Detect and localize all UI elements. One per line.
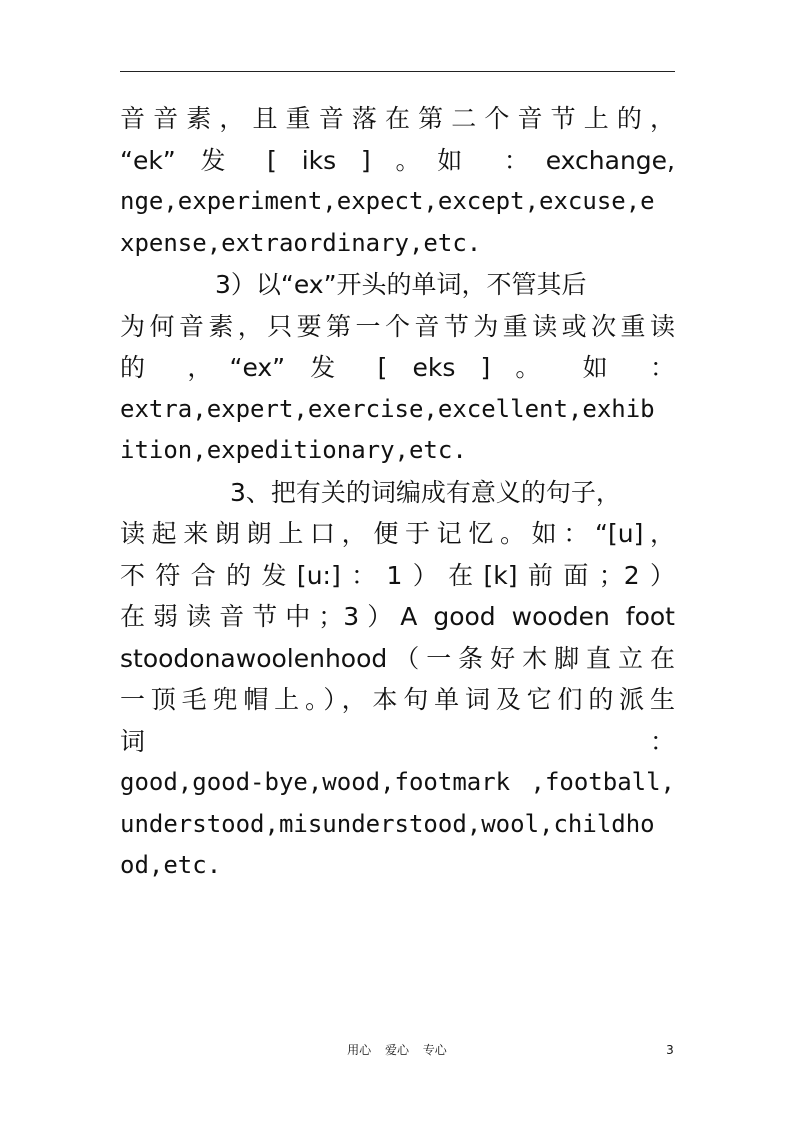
text-line: 的 ，“ex” 发 [ eks ] 。 如 ： xyxy=(120,353,675,382)
text-line: 词 ： xyxy=(120,726,675,756)
text-line: 为何音素，只要第一个音节为重读或次重读 xyxy=(120,311,675,341)
document-body xyxy=(120,98,675,887)
text-line: good,good-bye,wood,footmark ,football, xyxy=(120,768,675,796)
page-footer xyxy=(0,1041,794,1059)
text-line: 在弱读音节中；3）A good wooden foot xyxy=(120,602,675,631)
text-line: 3、把有关的词编成有意义的句子， xyxy=(230,477,621,507)
text-line: stoodonawoolenhood（一条好木脚直立在 xyxy=(120,643,675,673)
text-line: 一顶毛兜帽上。），本句单词及它们的派生 xyxy=(120,685,675,714)
text-line: understood,misunderstood,wool,childho xyxy=(120,809,655,838)
footer-motto: 用心 爱心 专心 xyxy=(347,1043,447,1057)
text-line: extra,expert,exercise,excellent,exhib xyxy=(120,394,655,423)
text-line: od,etc. xyxy=(120,851,222,879)
text-line: 音音素，且重音落在第二个音节上的， xyxy=(120,104,675,133)
header-rule xyxy=(120,71,675,72)
text-line: nge,experiment,expect,except,excuse,e xyxy=(120,187,655,215)
text-line: ition,expeditionary,etc. xyxy=(120,436,467,464)
text-line: xpense,extraordinary,etc. xyxy=(120,228,482,257)
text-line: “ek” 发 [ iks ] 。如 ：exchange, xyxy=(120,145,675,175)
text-line: 3）以“ex”开头的单词，不管其后 xyxy=(215,270,587,299)
text-line: 读起来朗朗上口，便于记忆。如：“[u]， xyxy=(120,519,675,548)
page-number: 3 xyxy=(666,1043,674,1057)
text-line: 不符合的发[u:]：1）在[k]前面；2） xyxy=(120,560,675,590)
